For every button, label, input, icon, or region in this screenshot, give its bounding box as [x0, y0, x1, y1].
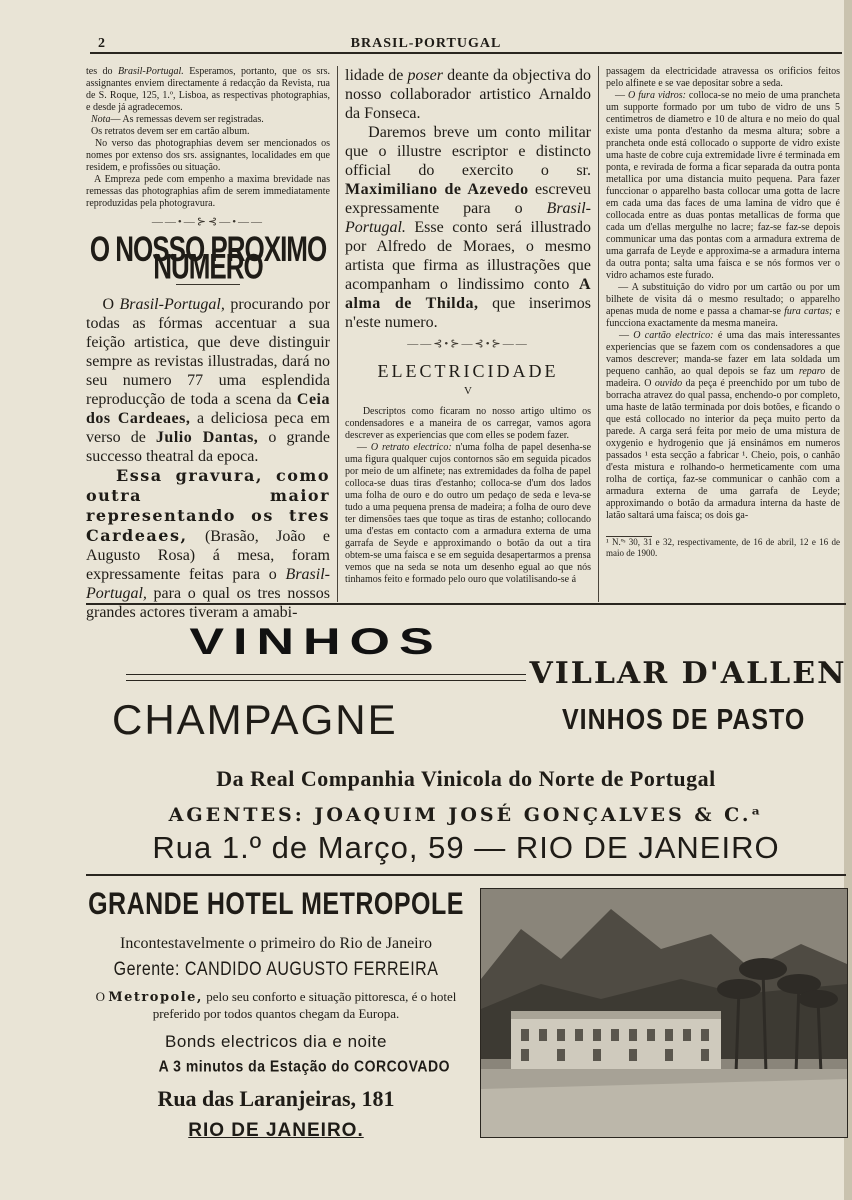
champagne-label: CHAMPAGNE	[112, 696, 398, 743]
hotel-manager: Gerente: CANDIDO AUGUSTO FERREIRA	[113, 959, 439, 980]
hotel-tagline: Incontestavelmente o primeiro do Rio de Janeiro	[120, 935, 432, 952]
table-wine-label: VINHOS DE PASTO	[562, 703, 806, 737]
section-number: V	[464, 385, 472, 398]
brand-name: VILLAR D'ALLEN	[529, 656, 847, 691]
footnote: ¹ N.ºˢ 30, 31 e 32, respectivamente, de 16 de abril, 12 e 16 de maio de 1900.	[606, 537, 840, 558]
paragraph: — O cartão electrico: é uma das mais interessantes experiencias que se fazem com os condensadores a que vamos descrever; manda-se fazer em lata soldada um pequeno canhão, ao qual depois se faz um reparo de madeira. O ouvido da peça é preenchido por um tubo de borracha atravez do qual passa, enchendo-o por completo, uma haste de latão terminada por dois botões, e ficando o que está collocado no interior da peça muito perto da parede. A carga será feita por meio de uma mistura de oxygenio e hydrogenio que já ensinámos em numeros passados ¹ esta secção a fabricar ¹. Cheio, pois, o canhão d'esta mistura e rolhando-o hermeticamente com uma rolha de cortiça, faz-se communicar o canhão com a armadura externa de uma garrafa de Leyde; approximando o botão da armadura interna da haste de latão saltará uma faisca; os dois ga-	[606, 330, 841, 521]
column-3	[606, 66, 840, 559]
column-separator	[337, 66, 338, 602]
address-line: Rua 1.º de Março, 59 — RIO DE JANEIRO	[152, 830, 780, 865]
paragraph: Descriptos como ficaram no nosso artigo ultimo os condensadores e a maneira de os carregar, vamos agora descrever as experiencias que com elles se podem fazer.	[345, 405, 591, 441]
article-paragraph: Daremos breve um conto militar que o illustre escriptor e distincto official do exercito o sr. Maximiliano de Azevedo escreveu expressamente para o Brasil-Portugal. Esse conto será illustrado por Alfredo de Moraes, o mesmo artista que firma as illustrações que acompanham o lindissimo conto A alma de Thilda, que inserimos n'este numero.	[345, 124, 592, 331]
paragraph: Os retratos devem ser em cartão album.	[91, 126, 250, 137]
wine-advertisement	[86, 608, 846, 874]
column-separator	[598, 66, 599, 602]
paragraph: A Empreza pede com empenho a maxima brevidade nas remessas das photographias afim de serem immediatamente reproduzidas pela photogravura.	[86, 174, 331, 209]
article-paragraph: lidade de poser deante da objectiva do nosso collaborador artistico Arnaldo da Fonseca.	[345, 67, 591, 122]
paragraph: No verso das photographias devem ser mencionados os nomes por extenso dos srs. assignantes, localidades em que residem, e profissões ou situação.	[86, 138, 331, 173]
decorative-rule	[126, 674, 526, 675]
magazine-title: BRASIL-PORTUGAL	[350, 36, 502, 51]
hotel-text-block	[86, 878, 466, 1142]
page-number: 2	[98, 36, 105, 51]
tram-info: Bonds electricos dia e noite	[165, 1032, 387, 1051]
paragraph: — O fura vidros: colloca-se no meio de uma prancheta um supporte formado por um tubo de vidro de uns 5 centimetros de diametro e 10 de altura e no meio do qual existe uma ponta d'estanho da mesma altura; sobre a prancheta onde está collocado o supporte de vidro existe uma haste de cobre cuja extremidade livre é terminada em ponta, e revirada de forma a ficar separada da outra ponta metallica por uma distancia muito pequena. Para fazer funccionar o apparelho basta collocar uma gotta de lacre em cada uma das faces de uma lamina de vidro que é collocada entre as duas pontas metallicas de forma que cada um d'ellas mergulhe no lacre; faz-se faz-se depois communicar uma das pontas com a armadura extrema de uma garrafa de Leyde e approxima-se a armadura interna da outra ponta; salta uma faisca e se nós formos ver o vidro achamos este furado.	[606, 90, 841, 281]
paragraph: — A substituição do vidro por um cartão ou por um bilhete de visita dá o mesmo resultado; o apparelho apenas muda de nome e passa a chamar-se fura cartas; e funcciona exactamente da mesma maneira.	[606, 282, 841, 329]
column-2	[345, 66, 591, 586]
ornament-divider: ——•—⊱⊰—•——	[151, 216, 265, 228]
paragraph: passagem da electricidade atravessa os orificios feitos pelo alfinete e se vae depositar sobre a seda.	[606, 66, 840, 89]
advert-rule	[86, 874, 846, 876]
article-heading: O NOSSO PROXIMO NUMERO	[89, 228, 327, 286]
ornament-divider: ——⊰•⊱—⊰•⊱——	[407, 338, 529, 350]
article-paragraph: O Brasil-Portugal, procurando por todas as fórmas accentuar a sua feição artistica, que deve distinguir sempre as revistas illustradas, dará no seu numero 77 uma esplendida reproducção de toda a scena da Ceia dos Cardeaes, a deliciosa peca em verso de Julio Dantas, o grande successo theatral da epoca.	[86, 295, 331, 465]
note: Nota— As remessas devem ser registradas.	[91, 114, 264, 125]
hotel-description: O Metropole, pelo seu conforto e situação pittoresca, é o hotel preferido por todos quantos chegam da Europa.	[95, 989, 457, 1021]
decorative-rule	[126, 680, 526, 681]
vinhos-heading: VINHOS	[189, 621, 443, 663]
advert-rule	[86, 603, 846, 605]
hotel-advertisement	[86, 878, 846, 1158]
hotel-name: GRANDE HOTEL METROPOLE	[88, 886, 464, 922]
hotel-street: Rua das Laranjeiras, 181	[157, 1086, 395, 1111]
hotel-photograph	[480, 888, 848, 1138]
hotel-photograph-image	[481, 889, 847, 1137]
hotel-city: RIO DE JANEIRO.	[188, 1120, 364, 1141]
paragraph: tes do Brasil-Portugal. Esperamos, portanto, que os srs. assignantes enviem directamente á redacção da Revista, rua de S. Roque, 125, 1.º, Lisboa, as respectivas photographias, e desde já agradecemos.	[86, 66, 330, 113]
section-heading: ELECTRICIDADE	[377, 360, 559, 381]
agents-line: AGENTES: JOAQUIM JOSÉ GONÇALVES & C.ᵃ	[168, 804, 764, 826]
paragraph: — O retrato electrico: n'uma folha de papel desenha-se uma figura qualquer cujos contornos são em seguida picados por meio de um alfinete; nas extremidades da folha de papel colloca-se duas tiras d'estanho; colloca-se d'um dos lados uma folha de ouro e do outro um pedaço de seda e leva-se tudo a uma pequena prensa de madeira; a folha de ouro deve ter dimensões taes que toque as tiras de estanho; collocando uma d'estas em contacto com a armadura externa de uma garrafa de Seyde e approximando o botão da out a tira obtem-se uma faisca e se em seguida desapertarmos a prensa vemos que na seda se nota um desenho egual ao que nós tinhamos feito e formado pelo ouro que volatilisando-se á	[345, 441, 592, 585]
page-header	[0, 34, 852, 54]
column-1	[86, 66, 330, 622]
station-distance: A 3 minutos da Estação do CORCOVADO	[158, 1057, 450, 1075]
article-paragraph: Essa gravura, como outra maior representando os tres Cardeaes, (Brasão, João e Augusto Rosa) á mesa, foram expressamente feitas para o Brasil-Portugal, para o qual os tres nossos grandes actores tiveram a amabi-	[86, 465, 331, 621]
header-rule	[90, 52, 842, 54]
company-name: Da Real Companhia Vinicola do Norte de Portugal	[216, 766, 716, 791]
